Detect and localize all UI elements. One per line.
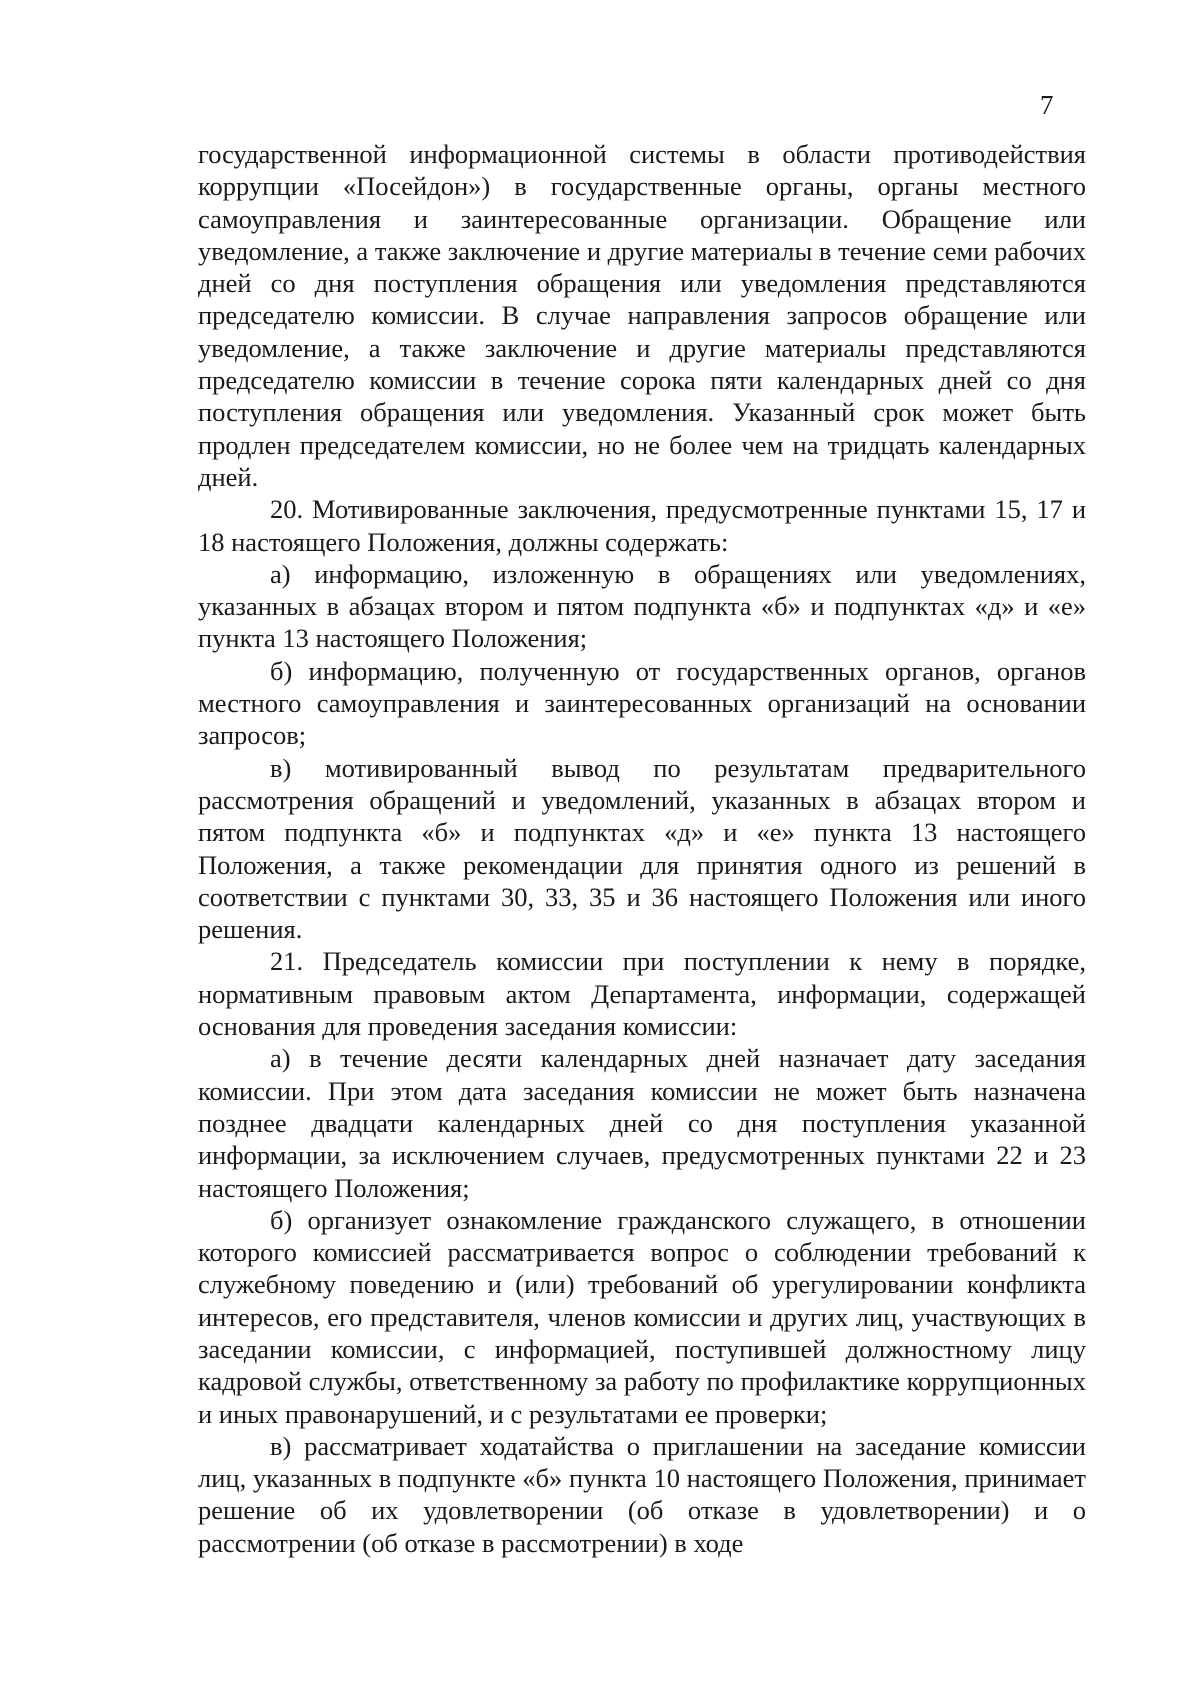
paragraph-item-21: 21. Председатель комиссии при поступлении к нему в порядке, нормативным правовым актом Департамента, информации, содержащей основания для проведения заседания комиссии: bbox=[198, 946, 1086, 1042]
paragraph-item-20: 20. Мотивированные заключения, предусмотренные пунктами 15, 17 и 18 настоящего Положения, должны содержать: bbox=[198, 494, 1086, 557]
paragraph-item-20-v: в) мотивированный вывод по результатам предварительного рассмотрения обращений и уведомлений, указанных в абзацах втором и пятом подпункта «б» и подпунктах «д» и «е» пункта 13 настоящего Положения, а также рекомендации для принятия одного из решений в соответствии с пунктами 30, 33, 35 и 36 настоящего Положения или иного решения. bbox=[198, 752, 1086, 945]
document-body bbox=[198, 138, 1086, 1559]
paragraph-continuation: государственной информационной системы в области противодействия коррупции «Посейдон») в государственные органы, органы местного самоуправления и заинтересованные организации. Обращение или уведомление, а также заключение и другие материалы в течение семи рабочих дней со дня поступления обращения или уведомления представляются председателю комиссии. В случае направления запросов обращение или уведомление, а также заключение и другие материалы представляются председателю комиссии в течение сорока пяти календарных дней со дня поступления обращения или уведомления. Указанный срок может быть продлен председателем комиссии, но не более чем на тридцать календарных дней. bbox=[198, 139, 1086, 492]
paragraph-item-20-a: а) информацию, изложенную в обращениях или уведомлениях, указанных в абзацах втором и пятом подпункта «б» и подпунктах «д» и «е» пункта 13 настоящего Положения; bbox=[198, 558, 1086, 654]
paragraph-item-21-a: а) в течение десяти календарных дней назначает дату заседания комиссии. При этом дата заседания комиссии не может быть назначена позднее двадцати календарных дней со дня поступления указанной информации, за исключением случаев, предусмотренных пунктами 22 и 23 настоящего Положения; bbox=[198, 1043, 1086, 1203]
page-number: 7 bbox=[1040, 90, 1054, 120]
paragraph-item-20-b: б) информацию, полученную от государственных органов, органов местного самоуправления и заинтересованных организаций на основании запросов; bbox=[198, 655, 1086, 751]
paragraph-item-21-v: в) рассматривает ходатайства о приглашении на заседание комиссии лиц, указанных в подпункте «б» пункта 10 настоящего Положения, принимает решение об их удовлетворении (об отказе в удовлетворении) и о рассмотрении (об отказе в рассмотрении) в ходе bbox=[198, 1430, 1086, 1558]
paragraph-item-21-b: б) организует ознакомление гражданского служащего, в отношении которого комиссией рассматривается вопрос о соблюдении требований к служебному поведению и (или) требований об урегулировании конфликта интересов, его представителя, членов комиссии и других лиц, участвующих в заседании комиссии, с информацией, поступившей должностному лицу кадровой службы, ответственному за работу по профилактике коррупционных и иных правонарушений, и с результатами ее проверки; bbox=[198, 1204, 1086, 1429]
